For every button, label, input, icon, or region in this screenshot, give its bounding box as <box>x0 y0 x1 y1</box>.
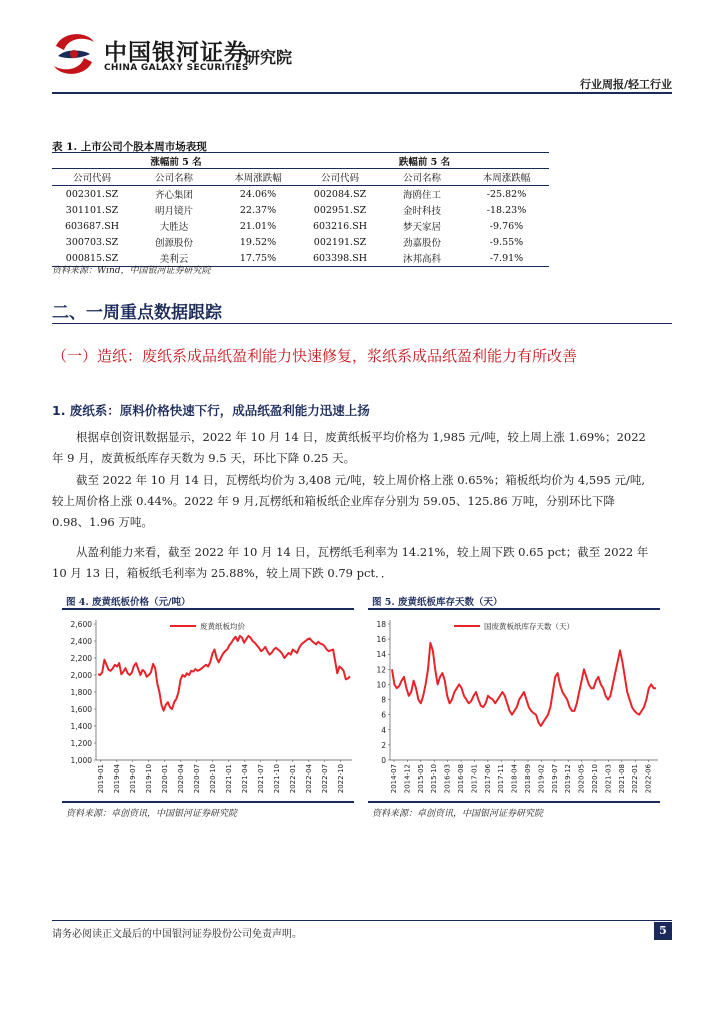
table-cell: 金时科技 <box>402 206 441 217</box>
y-tick-label: 0 <box>381 756 386 765</box>
page-number: 5 <box>654 922 672 940</box>
x-tick-label: 2019-04 <box>112 764 121 794</box>
paragraph: 截至 2022 年 10 月 14 日，瓦楞纸均价为 3,408 元/吨，较上周价格上涨 0.65%；箱板纸均价为 4,595 元/吨,较上周价格上涨 0.44%。2022 年 9 月,瓦楞纸和箱板纸企业库存分别为 59.05、125.86 万吨，分别环比下降 0.98、1.96 万吨。 <box>52 473 646 529</box>
y-tick-label: 2,600 <box>70 620 92 629</box>
y-tick-label: 4 <box>381 725 386 735</box>
figure-5-bottom-rule <box>368 801 660 803</box>
col-header: 本周涨跌幅 <box>464 169 549 186</box>
table-cell: -9.55% <box>489 236 524 248</box>
legend-label: 废黄纸板均价 <box>200 622 245 631</box>
x-tick-label: 2022-07 <box>320 764 329 794</box>
x-tick-label: 2019-01 <box>96 764 105 794</box>
x-tick-label: 2015-05 <box>416 764 425 794</box>
x-tick-label: 2020-01 <box>160 764 169 794</box>
header-divider <box>52 92 672 94</box>
y-tick-label: 1,200 <box>70 739 92 748</box>
y-tick-label: 10 <box>376 680 386 690</box>
series-line <box>392 643 656 726</box>
x-tick-label: 2020-10 <box>591 764 600 794</box>
x-tick-label: 2022-01 <box>631 764 640 794</box>
x-tick-label: 2018-04 <box>510 764 519 794</box>
table-cell: 603687.SH <box>64 220 120 232</box>
y-tick-label: 1,000 <box>70 756 92 765</box>
y-tick-label: 1,800 <box>70 688 92 697</box>
x-tick-label: 2018-09 <box>524 764 533 794</box>
table-row <box>52 234 549 250</box>
table-cell: -9.76% <box>489 220 524 232</box>
x-tick-label: 2019-12 <box>564 764 573 794</box>
x-tick-label: 2021-08 <box>617 764 626 794</box>
table-header-row <box>52 169 549 186</box>
x-tick-label: 2017-11 <box>497 764 506 794</box>
x-tick-label: 2021-07 <box>256 764 265 794</box>
y-tick-label: 1,400 <box>70 722 92 731</box>
x-tick-label: 2021-03 <box>604 764 613 794</box>
col-header: 本周涨跌幅 <box>216 169 300 186</box>
stock-performance-table <box>52 152 549 267</box>
table-source: 资料来源：Wind，中国银河证券研究院 <box>52 266 211 276</box>
table-cell: 19.52% <box>239 236 277 248</box>
institute-label: 研究院 <box>244 48 293 67</box>
x-tick-label: 2021-10 <box>272 764 281 794</box>
table-cell: 24.06% <box>239 188 277 200</box>
table-cell: 21.01% <box>239 220 277 232</box>
disclaimer-text: 请务必阅读正文最后的中国银河证券股份公司免责声明。 <box>52 929 302 940</box>
x-tick-label: 2019-07 <box>550 764 559 794</box>
x-tick-label: 2021-01 <box>224 764 233 794</box>
x-tick-label: 2022-04 <box>304 764 313 794</box>
y-tick-label: 1,600 <box>70 705 92 714</box>
table-cell: 齐心集团 <box>154 190 193 201</box>
table-cell: 创源股份 <box>154 238 193 249</box>
x-tick-label: 2017-01 <box>470 764 479 794</box>
table-cell: 美利云 <box>132 250 216 267</box>
y-tick-label: 8 <box>381 695 386 705</box>
x-tick-label: 2020-07 <box>192 764 201 794</box>
table-cell: 梦天家居 <box>402 222 441 233</box>
x-tick-label: 2022-10 <box>336 764 345 794</box>
subsection-heading: 1. 废纸系：原料价格快速下行，成品纸盈利能力迅速上扬 <box>52 403 370 418</box>
table-row <box>52 186 549 203</box>
table-cell: 明月镜片 <box>154 206 193 217</box>
group-top-losers: 跌幅前 5 名 <box>300 153 549 169</box>
y-tick-label: 16 <box>376 635 386 645</box>
figure-4-title: 图 4. 废黄纸板价格（元/吨） <box>66 597 191 608</box>
x-tick-label: 2022-01 <box>288 764 297 794</box>
figure-5-title: 图 5. 废黄纸板库存天数（天） <box>372 597 503 608</box>
col-header: 公司名称 <box>132 169 216 186</box>
table-cell: 300703.SZ <box>65 236 119 248</box>
figure-5-source: 资料来源：卓创资讯，中国银河证券研究院 <box>372 809 544 819</box>
table-cell: 002301.SZ <box>65 188 119 200</box>
table-cell: 002191.SZ <box>313 236 367 248</box>
x-tick-label: 2017-06 <box>483 764 492 794</box>
subsection-title: （一）造纸：废纸系成品纸盈利能力快速修复，浆纸系成品纸盈利能力有所改善 <box>52 347 578 365</box>
legend-label: 国废黄板纸库存天数（天） <box>484 622 574 631</box>
table-cell: 002084.SZ <box>313 188 367 200</box>
x-tick-label: 2014-07 <box>390 764 399 794</box>
y-tick-label: 18 <box>376 620 386 629</box>
table-cell: 002951.SZ <box>313 204 367 216</box>
chart-waste-paper-inventory-days <box>368 610 660 800</box>
table-cell: -18.23% <box>486 204 527 216</box>
table-cell: 301101.SZ <box>65 204 119 216</box>
y-tick-label: 2,400 <box>70 637 92 646</box>
table-cell: -7.91% <box>464 250 549 267</box>
x-tick-label: 2019-07 <box>128 764 137 794</box>
figure-4-source: 资料来源：卓创资讯，中国银河证券研究院 <box>66 809 238 819</box>
table-group-row <box>52 153 549 169</box>
report-type: 行业周报/轻工行业 <box>579 78 672 91</box>
table-title: 表 1. 上市公司个股本周市场表现 <box>52 141 207 153</box>
table-cell: -25.82% <box>486 188 527 200</box>
table-cell: 大胜达 <box>159 222 189 233</box>
paragraph: 根据卓创资讯数据显示，2022 年 10 月 14 日，废黄纸板平均价格为 1,985 元/吨，较上周上涨 1.69%；2022 年 9 月，废黄板纸库存天数为 9.5 天，环比下降 0.25 天。 <box>52 430 646 465</box>
table-row <box>52 202 549 218</box>
group-top-gainers: 涨幅前 5 名 <box>52 153 300 169</box>
series-line <box>98 636 350 711</box>
x-tick-label: 2019-02 <box>537 764 546 794</box>
section-divider <box>52 323 672 324</box>
table-cell: 000815.SZ <box>52 250 132 267</box>
x-tick-label: 2016-03 <box>443 764 452 794</box>
col-header: 公司名称 <box>380 169 464 186</box>
y-tick-label: 2 <box>381 740 386 750</box>
y-tick-label: 2,200 <box>70 654 92 663</box>
table-cell: 17.75% <box>216 250 300 267</box>
col-header: 公司代码 <box>52 169 132 186</box>
table-row <box>52 218 549 234</box>
y-tick-label: 14 <box>376 650 386 660</box>
table-cell: 603216.SH <box>312 220 368 232</box>
y-tick-label: 12 <box>376 665 386 675</box>
chart-waste-paper-price <box>62 610 354 800</box>
figure-4-bottom-rule <box>62 801 354 803</box>
y-tick-label: 6 <box>381 710 386 720</box>
paragraph: 从盈利能力来看，截至 2022 年 10 月 14 日，瓦楞纸毛利率为 14.21%，较上周下跌 0.65 pct；截至 2022 年 10 月 13 日，箱板纸毛利率为 25.88%，较上周下跌 0.79 pct．． <box>52 545 649 580</box>
brand-name-cn: 中国银河证券 <box>104 40 248 66</box>
brand-name-en: CHINA GALAXY SECURITIES <box>104 63 249 73</box>
table-cell: 603398.SH <box>300 250 380 267</box>
x-tick-label: 2016-08 <box>457 764 466 794</box>
x-tick-label: 2020-05 <box>577 764 586 794</box>
table-cell: 劲嘉股份 <box>402 238 441 249</box>
x-tick-label: 2020-04 <box>176 764 185 794</box>
x-tick-label: 2015-10 <box>430 764 439 794</box>
x-tick-label: 2022-06 <box>644 764 653 794</box>
table-cell: 海鸥住工 <box>402 190 441 201</box>
x-tick-label: 2019-10 <box>144 764 153 794</box>
x-tick-label: 2014-12 <box>403 764 412 794</box>
x-tick-label: 2020-10 <box>208 764 217 794</box>
galaxy-logo-icon <box>48 28 100 80</box>
col-header: 公司代码 <box>300 169 380 186</box>
section-title: 二、一周重点数据跟踪 <box>52 303 222 323</box>
table-cell: 22.37% <box>239 204 277 216</box>
table-cell: 沐邦高科 <box>380 250 464 267</box>
x-tick-label: 2021-04 <box>240 764 249 794</box>
footer-divider <box>52 920 672 921</box>
y-tick-label: 2,000 <box>70 671 92 680</box>
